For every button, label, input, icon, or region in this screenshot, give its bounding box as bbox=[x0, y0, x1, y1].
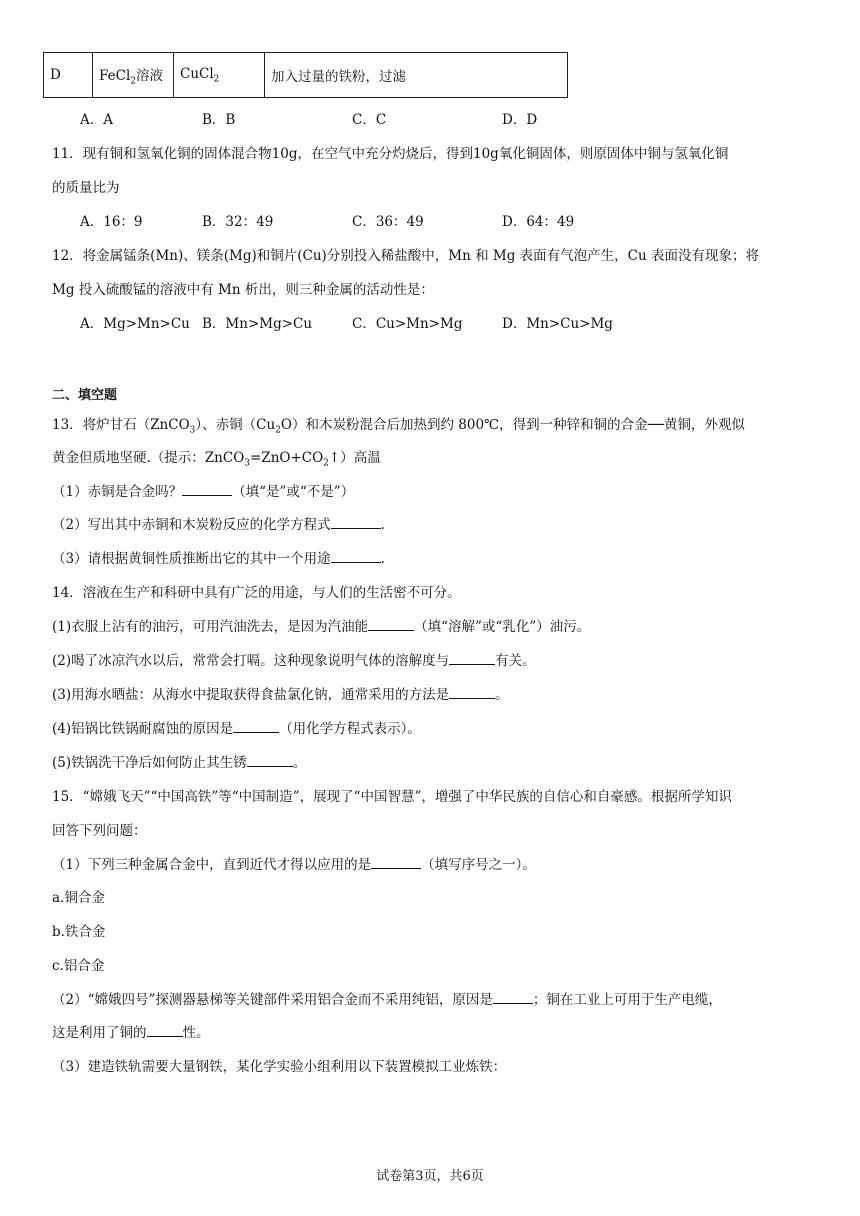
q14-stem: 14．溶液在生产和科研中具有广泛的用途，与人们的生活密不可分。 bbox=[52, 585, 461, 601]
cell-text: D bbox=[50, 67, 61, 83]
text: (5)铁锅洗干净后如何防止其生锈 bbox=[52, 755, 247, 771]
q15-option-b: b.铁合金 bbox=[52, 924, 106, 940]
q14-part4 bbox=[52, 717, 421, 737]
q12-choice-b: B．Mn>Mg>Cu bbox=[202, 316, 313, 332]
text: （1）下列三种金属合金中，直到近代才得以应用的是 bbox=[52, 857, 372, 873]
answer-blank[interactable] bbox=[233, 720, 279, 733]
page-footer: 试卷第3页，共6页 bbox=[376, 1169, 484, 1184]
q13-part2 bbox=[52, 513, 385, 533]
text: O）和木炭粉混合后加热到约 800℃，得到一种锌和铜的合金──黄铜，外观似 bbox=[280, 417, 745, 433]
subscript: 3 bbox=[244, 458, 250, 469]
q15-stem-line1: 15．“嫦娥飞天”“中国高铁”等“中国制造”，展现了“中国智慧”，增强了中华民族的自信心和自豪感。根据所学知识 bbox=[52, 789, 732, 805]
q11-stem-line2: 的质量比为 bbox=[52, 180, 120, 196]
section-heading-fill-in: 二、填空题 bbox=[52, 388, 118, 403]
q15-stem-line2: 回答下列问题： bbox=[52, 823, 147, 839]
q10-choice-d: D．D bbox=[502, 112, 538, 128]
cell-text: 加入过量的铁粉，过滤 bbox=[271, 69, 406, 85]
answer-blank[interactable] bbox=[493, 991, 533, 1004]
cell-text: 溶液 bbox=[136, 67, 163, 84]
text: 。 bbox=[495, 687, 509, 703]
cell-text: FeCl bbox=[99, 67, 131, 84]
q12-stem-line1: 12．将金属锰条(Mn)、镁条(Mg)和铜片(Cu)分别投入稀盐酸中，Mn 和 Mg 表面有气泡产生，Cu 表面没有现象；将 bbox=[52, 248, 759, 264]
table-cell-label bbox=[44, 53, 93, 98]
text: 这是利用了铜的 bbox=[52, 1025, 147, 1041]
q13-stem-line2 bbox=[52, 446, 381, 469]
text: . bbox=[380, 551, 385, 567]
q14-part3 bbox=[52, 683, 509, 703]
q14-part5 bbox=[52, 751, 306, 771]
q12-choice-a: A．Mg>Mn>Cu bbox=[80, 316, 190, 332]
q11-stem-line1: 11．现有铜和氢氧化铜的固体混合物10g，在空气中充分灼烧后，得到10g氧化铜固体，则原固体中铜与氢氧化铜 bbox=[52, 146, 729, 162]
table-cell-solution bbox=[93, 53, 174, 98]
subscript: 2 bbox=[213, 74, 220, 85]
subscript: 3 bbox=[189, 425, 196, 436]
text: 黄金但质地坚硬.（提示：ZnCO bbox=[52, 450, 245, 466]
q15-part3: （3）建造铁轨需要大量钢铁，某化学实验小组利用以下装置模拟工业炼铁： bbox=[52, 1059, 507, 1075]
text: (3)用海水晒盐：从海水中提取获得食盐氯化钠，通常采用的方法是 bbox=[52, 687, 450, 703]
answer-blank[interactable] bbox=[331, 550, 381, 563]
text: （1）赤铜是合金吗？ bbox=[52, 484, 183, 500]
q14-part1 bbox=[52, 615, 590, 635]
cell-text: CuCl bbox=[180, 65, 214, 82]
answer-blank[interactable] bbox=[182, 483, 232, 496]
text: （2）写出其中赤铜和木炭粉反应的化学方程式 bbox=[52, 517, 331, 533]
text: (1)衣服上沾有的油污，可用汽油洗去，是因为汽油能 bbox=[52, 619, 369, 635]
text: ；铜在工业上可用于生产电缆， bbox=[532, 992, 722, 1008]
q15-option-c: c.铝合金 bbox=[52, 958, 105, 974]
text: （2）“嫦娥四号”探测器悬梯等关键部件采用铝合金而不采用纯铝，原因是 bbox=[52, 992, 493, 1008]
answer-blank[interactable] bbox=[331, 516, 381, 529]
answer-blank[interactable] bbox=[147, 1024, 183, 1037]
text: . bbox=[380, 517, 385, 533]
text: （填“是”或“不是”） bbox=[232, 484, 355, 500]
q10-choice-c: C．C bbox=[352, 112, 387, 128]
text: 13．将炉甘石（ZnCO bbox=[52, 417, 190, 433]
q11-choice-a: A．16：9 bbox=[80, 214, 143, 230]
q12-choice-c: C．Cu>Mn>Mg bbox=[352, 316, 463, 332]
q15-part2-line2 bbox=[52, 1021, 210, 1041]
text: 有关。 bbox=[495, 653, 536, 669]
text: 。 bbox=[292, 755, 307, 771]
q15-option-a: a.铜合金 bbox=[52, 890, 105, 906]
text: （填写序号之一）。 bbox=[421, 857, 536, 873]
text: (4)铝锅比铁锅耐腐蚀的原因是 bbox=[52, 721, 234, 737]
text: （3）请根据黄铜性质推断出它的其中一个用途 bbox=[52, 551, 331, 567]
q15-part1 bbox=[52, 853, 536, 873]
subscript: 2 bbox=[130, 76, 136, 87]
answer-blank[interactable] bbox=[449, 652, 495, 665]
subscript: 2 bbox=[323, 458, 329, 469]
subscript: 2 bbox=[275, 425, 281, 436]
table-cell-impurity bbox=[174, 53, 265, 98]
q11-choice-b: B．32：49 bbox=[202, 214, 274, 230]
q11-choice-d: D．64：49 bbox=[502, 214, 575, 230]
q10-choice-a: A．A bbox=[80, 112, 113, 128]
text: =ZnO+CO bbox=[250, 450, 324, 466]
answer-blank[interactable] bbox=[368, 618, 414, 631]
text: ）、赤铜（Cu bbox=[195, 417, 276, 433]
text: (2)喝了冰凉汽水以后，常常会打嗝。这种现象说明气体的溶解度与 bbox=[52, 653, 450, 669]
table-cell-method bbox=[265, 53, 568, 98]
text: （填“溶解”或“乳化”）油污。 bbox=[414, 619, 591, 635]
answer-option-table bbox=[43, 52, 568, 98]
text: ↑）高温 bbox=[328, 450, 381, 466]
answer-blank[interactable] bbox=[371, 856, 421, 869]
text: 性。 bbox=[182, 1025, 210, 1041]
q12-choice-d: D．Mn>Cu>Mg bbox=[502, 316, 613, 332]
q11-choice-c: C．36：49 bbox=[352, 214, 424, 230]
q15-part2-line1 bbox=[52, 988, 722, 1008]
q12-stem-line2: Mg 投入硫酸锰的溶液中有 Mn 析出，则三种金属的活动性是： bbox=[52, 282, 434, 298]
answer-blank[interactable] bbox=[449, 686, 495, 699]
q10-choice-b: B．B bbox=[202, 112, 236, 128]
answer-blank[interactable] bbox=[247, 754, 293, 767]
table-row bbox=[44, 53, 568, 98]
q13-stem-line1 bbox=[52, 413, 745, 436]
q13-part1 bbox=[52, 480, 354, 500]
q14-part2 bbox=[52, 649, 536, 669]
text: （用化学方程式表示）。 bbox=[279, 721, 421, 737]
q13-part3 bbox=[52, 547, 385, 567]
